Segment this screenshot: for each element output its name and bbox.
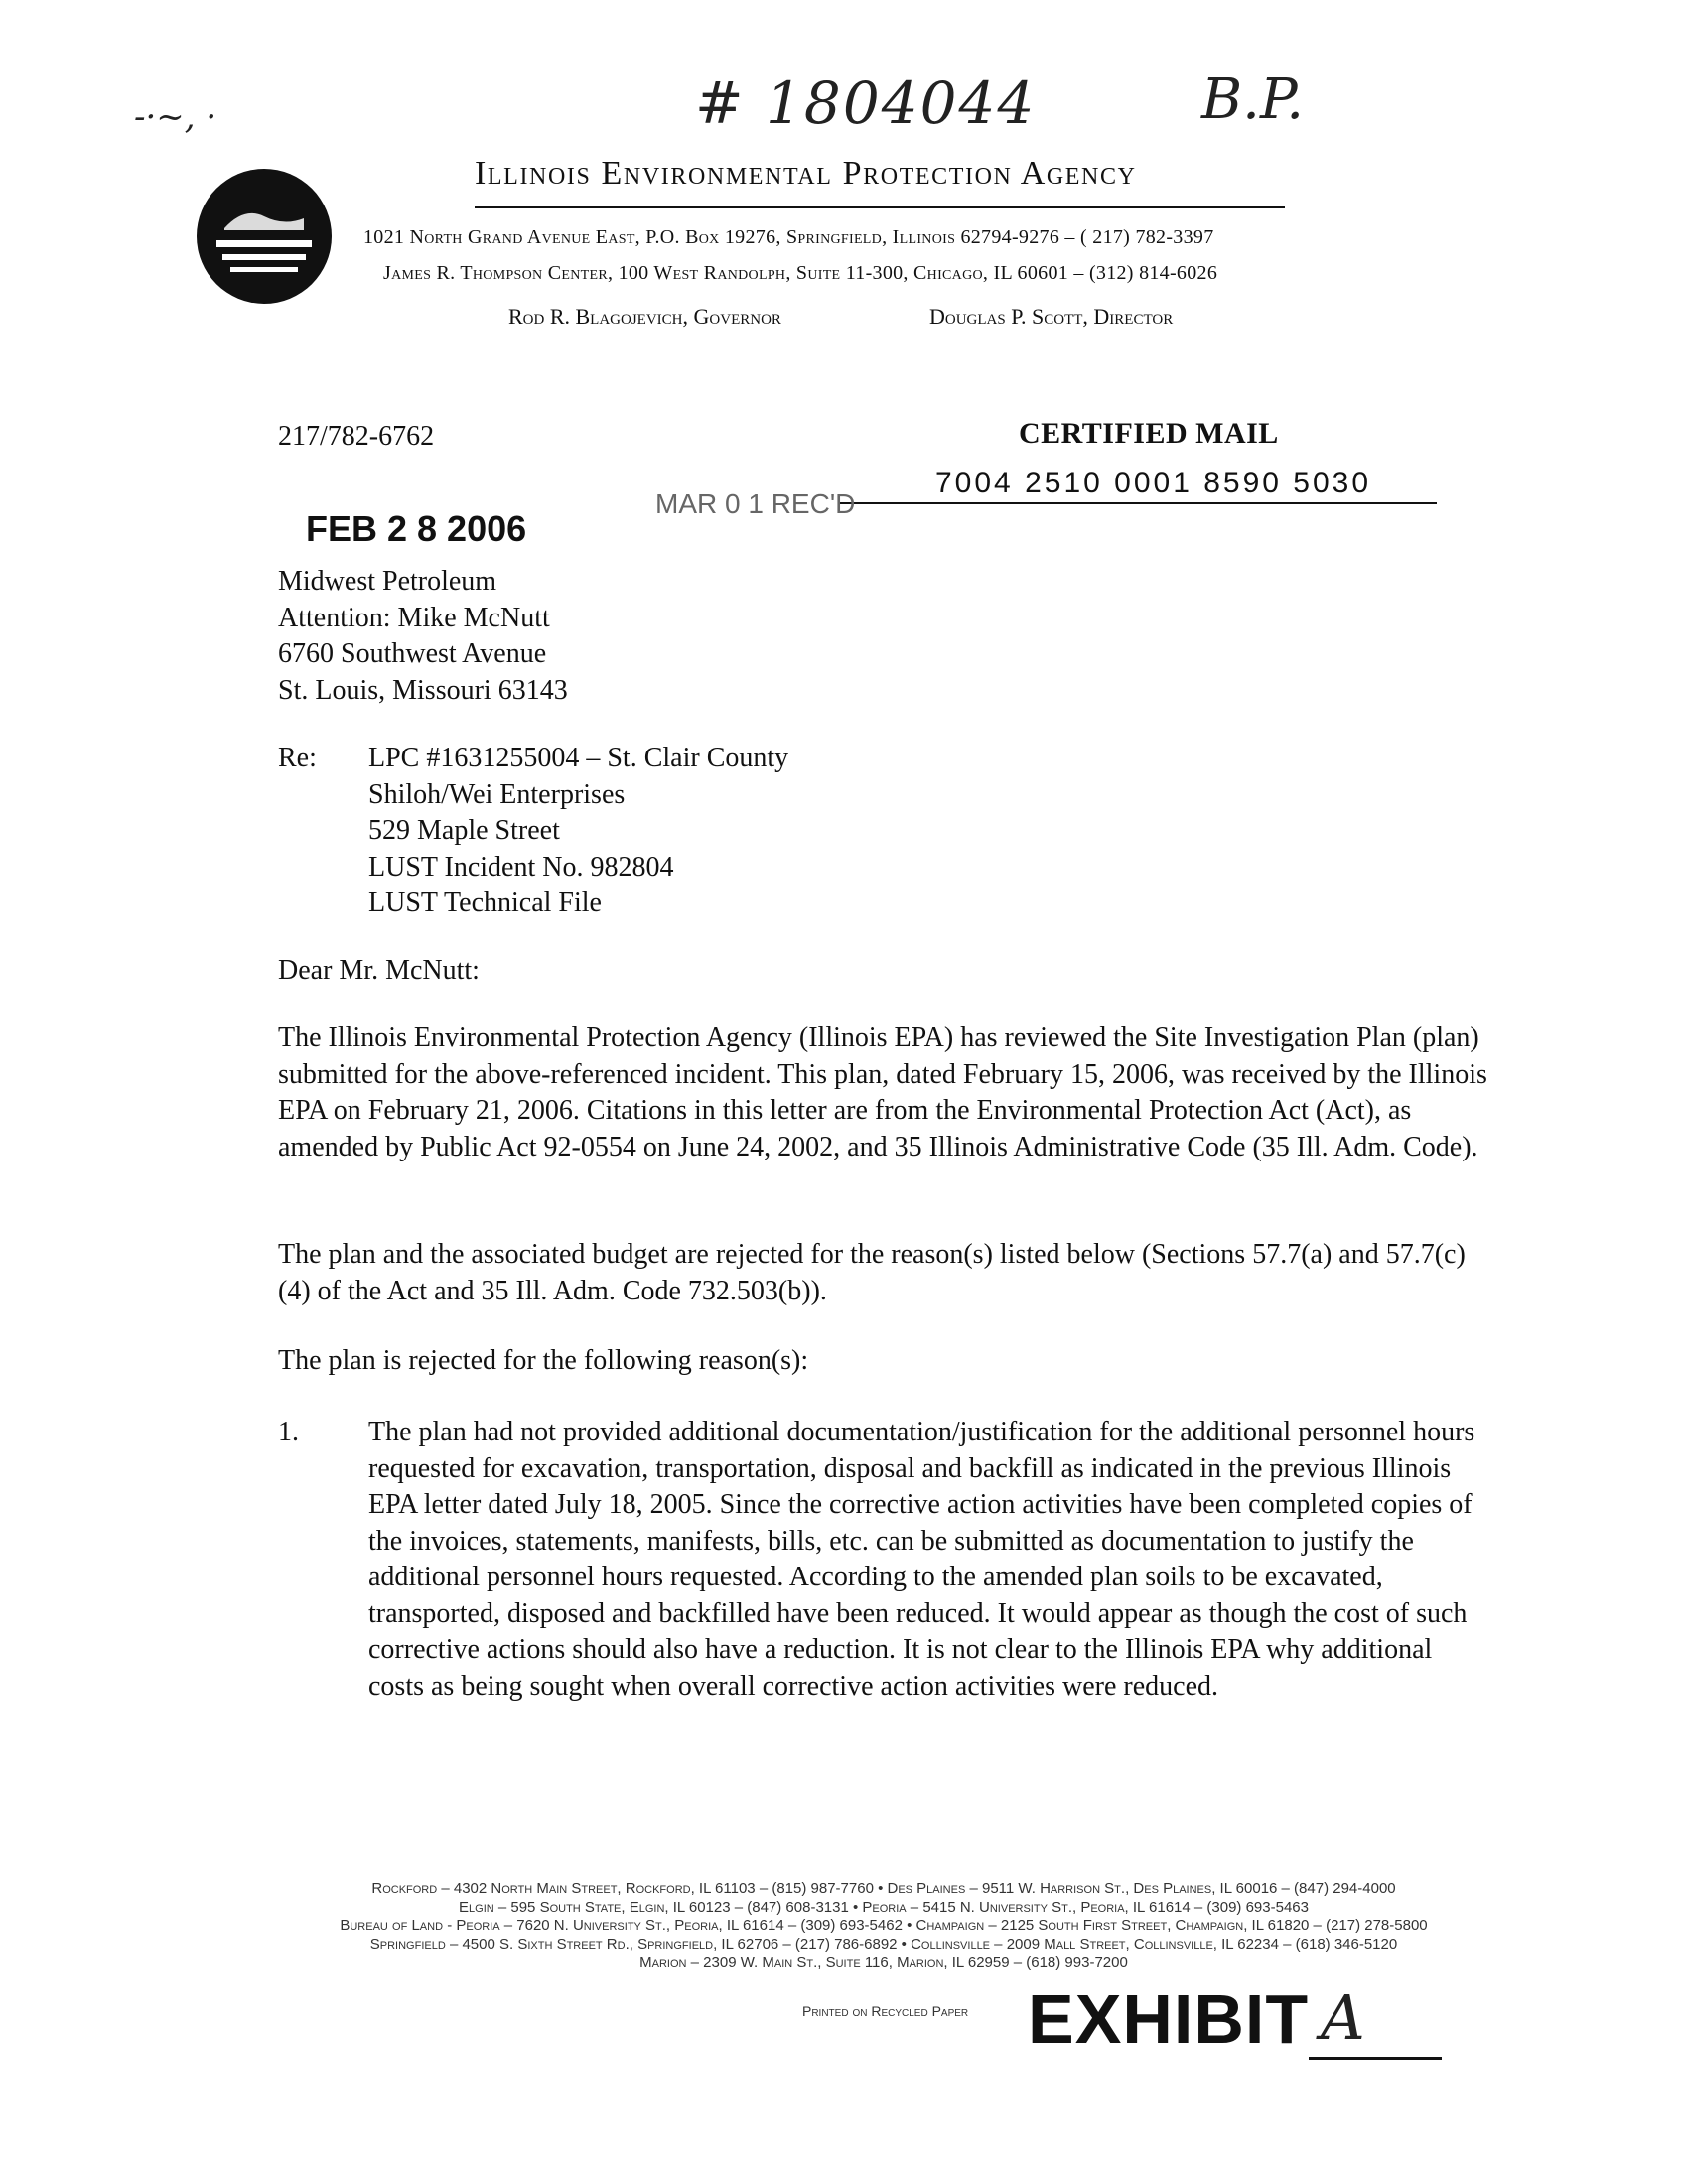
re-line: LPC #1631255004 – St. Clair County (368, 743, 789, 773)
paragraph-rejection: The plan and the associated budget are rejected for the reason(s) listed below (Sections 57.7(a) and 57.7(c)(4) of the Act and 35 Ill. Adm. Code 732.503(b)). (278, 1239, 1466, 1306)
recipient-company: Midwest Petroleum (278, 566, 497, 597)
re-line: LUST Incident No. 982804 (368, 851, 674, 883)
re-line: 529 Maple Street (368, 815, 560, 846)
paragraph-review: The Illinois Environmental Protection Agency (Illinois EPA) has reviewed the Site Investigation Plan (plan) submitted for the above-referenced incident. This plan, dated February 15, 2006, was received by the Illinois EPA on February 21, 2006. Citations in this letter are from the Environmental Protection Act (Act), as amended by Public Act 92-0554 on June 24, 2002, and 35 Illinois Administrative Code (35 Ill. Adm. Code). (278, 1023, 1487, 1162)
recipient-attention: Attention: Mike McNutt (278, 602, 550, 633)
agency-name: Illinois Environmental Protection Agency (475, 155, 1137, 192)
office-line: Rockford – 4302 North Main Street, Rockford, IL 61103 – (815) 987-7760 • Des Plaines – 9511 W. Harrison St., Des Plaines, IL 60016 – (847) 294-4000 (371, 1880, 1396, 1897)
recipient-address (278, 564, 568, 709)
governor-name: Rod R. Blagojevich, Governor (508, 304, 781, 329)
reason-number: 1. (278, 1417, 299, 1447)
recycled-paper-note: Printed on Recycled Paper (802, 2003, 969, 2019)
re-line: LUST Technical File (368, 887, 602, 918)
phone-number: 217/782-6762 (278, 421, 435, 452)
exhibit-letter: A (1321, 1981, 1365, 2054)
tracking-underline (839, 502, 1437, 504)
re-label: Re: (278, 743, 317, 773)
agency-seal-icon (195, 167, 334, 306)
regional-offices (159, 1880, 1609, 1973)
director-name: Douglas P. Scott, Director (929, 304, 1174, 329)
office-line: Elgin – 595 South State, Elgin, IL 60123 – (847) 608-3131 • Peoria – 5415 N. University St., Peoria, IL 61614 – (309) 693-5463 (459, 1898, 1309, 1916)
received-stamp: MAR 0 1 REC'D (655, 488, 856, 519)
tracking-number: 7004 2510 0001 8590 5030 (935, 467, 1372, 499)
certified-mail-label: CERTIFIED MAIL (1019, 417, 1279, 450)
office-line: Springfield – 4500 S. Sixth Street Rd., Springfield, IL 62706 – (217) 786-6892 • Collinsville – 2009 Mall Street, Collinsville, IL 62234 – (618) 346-5120 (369, 1935, 1398, 1953)
paragraph-reasons-intro: The plan is rejected for the following reason(s): (278, 1345, 809, 1376)
exhibit-label: EXHIBIT (1028, 1980, 1310, 2058)
address-springfield: 1021 North Grand Avenue East, P.O. Box 19276, Springfield, Illinois 62794-9276 – ( 217) 782-3397 (363, 226, 1214, 248)
handwritten-initials: B.P. (1201, 68, 1305, 132)
re-line: Shiloh/Wei Enterprises (368, 778, 626, 810)
handwritten-file-number: # 1804044 (695, 69, 1037, 137)
re-block (368, 741, 788, 922)
recipient-street: 6760 Southwest Avenue (278, 638, 547, 669)
office-line: Marion – 2309 W. Main St., Suite 116, Marion, IL 62959 – (618) 993-7200 (639, 1954, 1128, 1971)
exhibit-underline (1309, 2057, 1442, 2060)
address-chicago: James R. Thompson Center, 100 West Randolph, Suite 11-300, Chicago, IL 60601 – (312) 814-6026 (383, 262, 1218, 284)
date-stamp: FEB 2 8 2006 (306, 508, 527, 549)
salutation: Dear Mr. McNutt: (278, 955, 480, 986)
reason-text: The plan had not provided additional documentation/justification for the additional personnel hours requested for excavation, transportation, disposal and backfill as indicated in the previous Illinois EPA letter dated July 18, 2005. Since the corrective action activities have been completed copies of the invoices, statements, manifests, bills, etc. can be submitted as documentation to justify the additional personnel hours requested. According to the amended plan soils to be excavated, transported, disposed and backfilled have been reduced. It would appear as though the cost of such corrective actions should also have a reduction. It is not clear to the Illinois EPA why additional costs as being sought when overall corrective action activities were reduced. (368, 1417, 1475, 1702)
office-line: Bureau of Land - Peoria – 7620 N. University St., Peoria, IL 61614 – (309) 693-5462 • Champaign – 2125 South First Street, Champaign, IL 61820 – (217) 278-5800 (340, 1917, 1428, 1934)
recipient-city: St. Louis, Missouri 63143 (278, 674, 568, 706)
letterhead-divider (475, 206, 1285, 208)
handwritten-corner-marks: -·~, · (134, 97, 217, 137)
